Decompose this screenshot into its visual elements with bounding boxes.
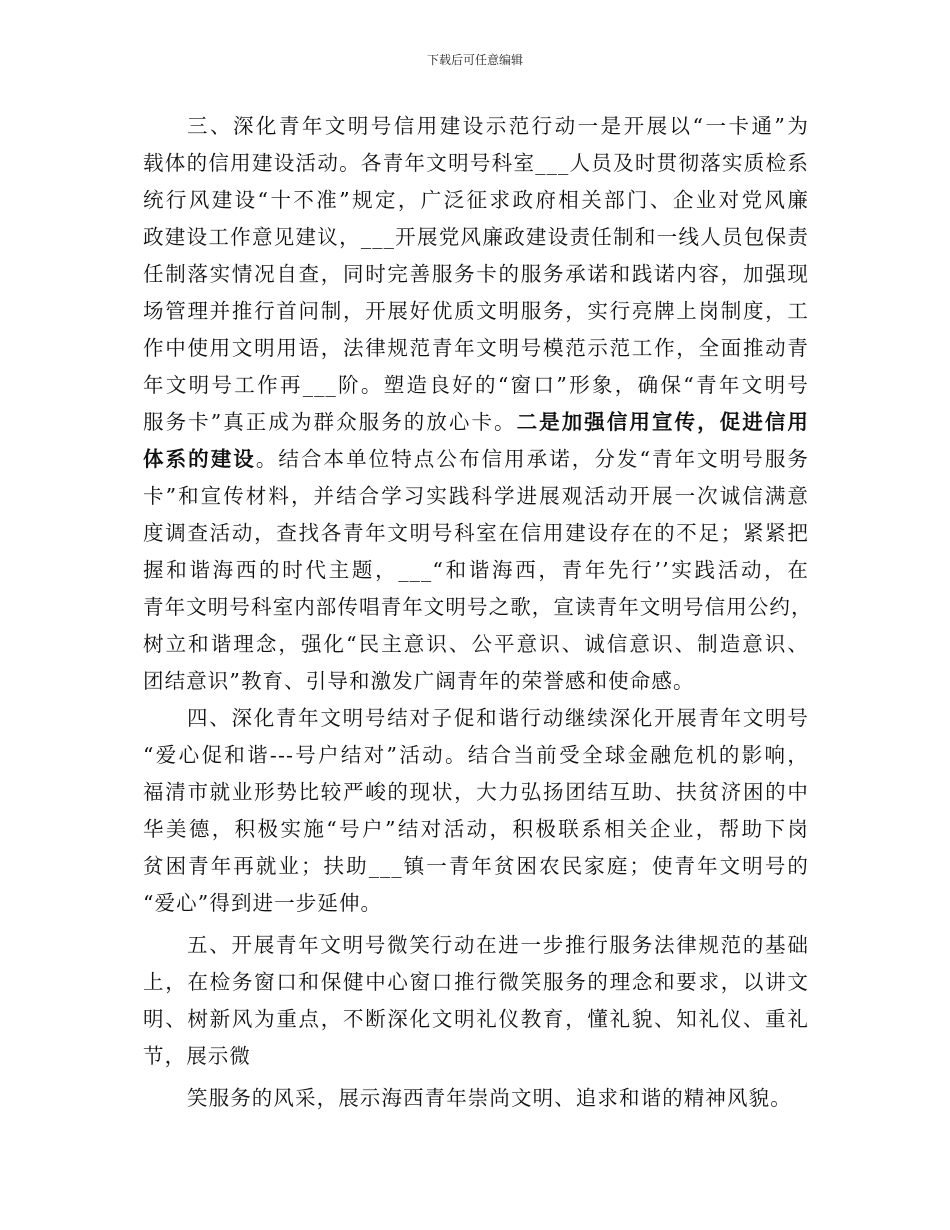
paragraph-continuation — [143, 1080, 809, 1117]
text-line: 年文明号工作再___阶。塑造良好的“窗口”形象，确保“青年文明号 — [143, 373, 809, 397]
document-body — [143, 108, 813, 1117]
text-line: 四、深化青年文明号结对子促和谐行动继续深化开展青年文明号 — [187, 706, 809, 730]
page-header-note: 下载后可任意编辑 — [426, 53, 523, 67]
text-line: 作中使用文明用语，法律规范青年文明号模范示范工作，全面推动青 — [143, 336, 809, 360]
paragraph-section-4 — [143, 700, 809, 922]
text-line: 华美德，积极实施“号户”结对活动，积极联系相关企业，帮助下岗 — [143, 817, 809, 841]
text-line: 握和谐海西的时代主题，___“和谐海西，青年先行’’实践活动，在 — [143, 558, 809, 582]
text-run: 服务卡”真正成为群众服务的放心卡。 — [143, 410, 517, 434]
text-line: 节，展示微 — [143, 1044, 251, 1068]
text-line: 团结意识”教育、引导和激发广阔青年的荣誉感和使命感。 — [143, 669, 695, 693]
paragraph-section-3 — [143, 108, 813, 700]
text-line — [143, 404, 809, 441]
text-line: 载体的信用建设活动。各青年文明号科室___人员及时贯彻落实质检系 — [143, 151, 809, 175]
paragraph-section-5 — [143, 927, 809, 1075]
text-run: 。结合本单位特点公布信用承诺，分发“青年文明号服务 — [255, 447, 810, 471]
text-line: 五、开展青年文明号微笑行动在进一步推行服务法律规范的基础 — [187, 933, 809, 957]
text-line: 政建设工作意见建议，___开展党风廉政建设责任制和一线人员包保责 — [143, 225, 809, 249]
text-line: 青年文明号科室内部传唱青年文明号之歌，宣读青年文明号信用公约， — [143, 595, 813, 619]
text-line: 度调查活动，查找各青年文明号科室在信用建设存在的不足；紧紧把 — [143, 521, 809, 545]
text-line: 明、树新风为重点，不断深化文明礼仪教育，懂礼貌、知礼仪、重礼 — [143, 1007, 809, 1031]
text-line: 卡”和宣传材料，并结合学习实践科学进展观活动开展一次诚信满意 — [143, 484, 809, 508]
text-line: “爱心促和谐---号户结对”活动。结合当前受全球金融危机的影响， — [143, 743, 809, 767]
text-line: 树立和谐理念，强化“民主意识、公平意识、诚信意识、制造意识、 — [143, 632, 809, 656]
text-line: 统行风建设“十不准”规定，广泛征求政府相关部门、企业对党风廉 — [143, 188, 809, 212]
text-line: 笑服务的风采，展示海西青年崇尚文明、追求和谐的精神风貌。 — [187, 1086, 792, 1110]
text-line: 场管理并推行首问制，开展好优质文明服务，实行亮牌上岗制度，工 — [143, 299, 809, 323]
text-line: 贫困青年再就业；扶助___镇一青年贫困农民家庭；使青年文明号的 — [143, 854, 809, 878]
text-line: 福清市就业形势比较严峻的现状，大力弘扬团结互助、扶贫济困的中 — [143, 780, 809, 804]
bold-text-run: 二是加强信用宣传，促进信用 — [516, 410, 809, 434]
bold-text-run: 体系的建设 — [143, 447, 256, 471]
text-line — [143, 441, 809, 478]
text-line: 三、深化青年文明号信用建设示范行动一是开展以“一卡通”为 — [187, 114, 809, 138]
text-line: 任制落实情况自查，同时完善服务卡的服务承诺和践诺内容，加强现 — [143, 262, 809, 286]
text-line: 上，在检务窗口和保健中心窗口推行微笑服务的理念和要求，以讲文 — [143, 970, 809, 994]
text-line: “爱心”得到进一步延伸。 — [143, 891, 383, 915]
